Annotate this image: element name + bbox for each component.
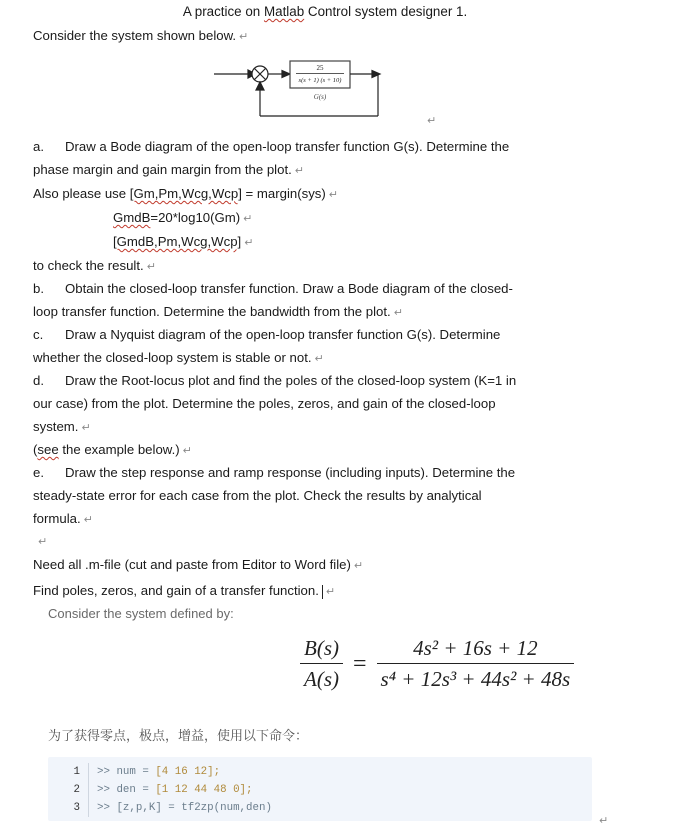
- see-example-line: (see the example below.) ↵: [33, 442, 192, 457]
- item-b: b. Obtain the closed-loop transfer function. Draw a Bode diagram of the closed- loop transfer function. Determine the bandwidth from the plot. ↵: [33, 281, 513, 319]
- item-e: e. Draw the step response and ramp response (including inputs). Determine the steady-state error for each case from the plot. Check the results by analytical formula. ↵: [33, 465, 516, 526]
- code-line: 3 >> [z,p,K] = tf2zp(num,den): [48, 799, 272, 817]
- item-c: c. Draw a Nyquist diagram of the open-loop transfer function G(s). Determine whether the closed-loop system is stable or not. ↵: [33, 327, 501, 365]
- rhs-numerator: 4s² + 16s + 12: [413, 636, 538, 660]
- return-mark: ↵: [38, 536, 48, 548]
- text-cursor: [322, 585, 323, 599]
- matlab-word: Matlab: [263, 4, 305, 19]
- return-mark: ↵: [239, 31, 249, 43]
- check-line: to check the result. ↵: [33, 258, 156, 273]
- gmdb-list-line: [GmdB,Pm,Wcg,Wcp] ↵: [113, 234, 254, 249]
- item-a: a. Draw a Bode diagram of the open-loop transfer function G(s). Determine the phase margin and gain margin from the plot. ↵: [33, 139, 510, 177]
- margin-command-line: Also please use [Gm,Pm,Wcg,Wcp] = margin(sys) ↵: [33, 186, 338, 201]
- code-line: 1 >> num = [4 16 12];: [48, 763, 220, 781]
- intro-line: Consider the system shown below. ↵: [33, 28, 249, 43]
- lhs-fraction: [300, 636, 343, 692]
- cjk-instruction: 为了获得零点，极点，增益，使用以下命令：: [48, 728, 309, 743]
- return-mark: ↵: [427, 115, 437, 127]
- need-line: Need all .m-file (cut and paste from Editor to Word file) ↵: [33, 557, 364, 572]
- block-diagram: [212, 58, 452, 120]
- rhs-denominator: s⁴ + 12s³ + 44s² + 48s: [377, 663, 575, 692]
- equals-sign: =: [353, 650, 367, 677]
- code-block: [48, 757, 592, 821]
- example-consider: Consider the system defined by:: [48, 606, 234, 621]
- item-d: d. Draw the Root-locus plot and find the poles of the closed-loop system (K=1 in our case) from the plot. Determine the poles, zeros, and gain of the closed-loop system. ↵: [33, 373, 517, 434]
- block-denominator: s(s + 1) (s + 10): [298, 77, 342, 84]
- block-arrowhead: [282, 71, 290, 78]
- document-title: A practice on Matlab Control system designer 1.: [182, 4, 468, 19]
- feedback-arrowhead: [256, 82, 264, 90]
- return-mark: ↵: [599, 815, 609, 827]
- block-numerator: 25: [316, 64, 324, 72]
- lhs-denominator: A(s): [300, 663, 343, 692]
- transfer-function-formula: [300, 636, 574, 692]
- lhs-numerator: B(s): [304, 636, 339, 660]
- rhs-fraction: [377, 636, 575, 692]
- find-line: Find poles, zeros, and gain of a transfer function. ↵: [33, 583, 336, 598]
- block-label: G(s): [313, 93, 327, 101]
- code-line: 2 >> den = [1 12 44 48 0];: [48, 781, 253, 799]
- gmdb-line: GmdB=20*log10(Gm) ↵: [113, 210, 253, 225]
- output-arrowhead: [372, 71, 380, 78]
